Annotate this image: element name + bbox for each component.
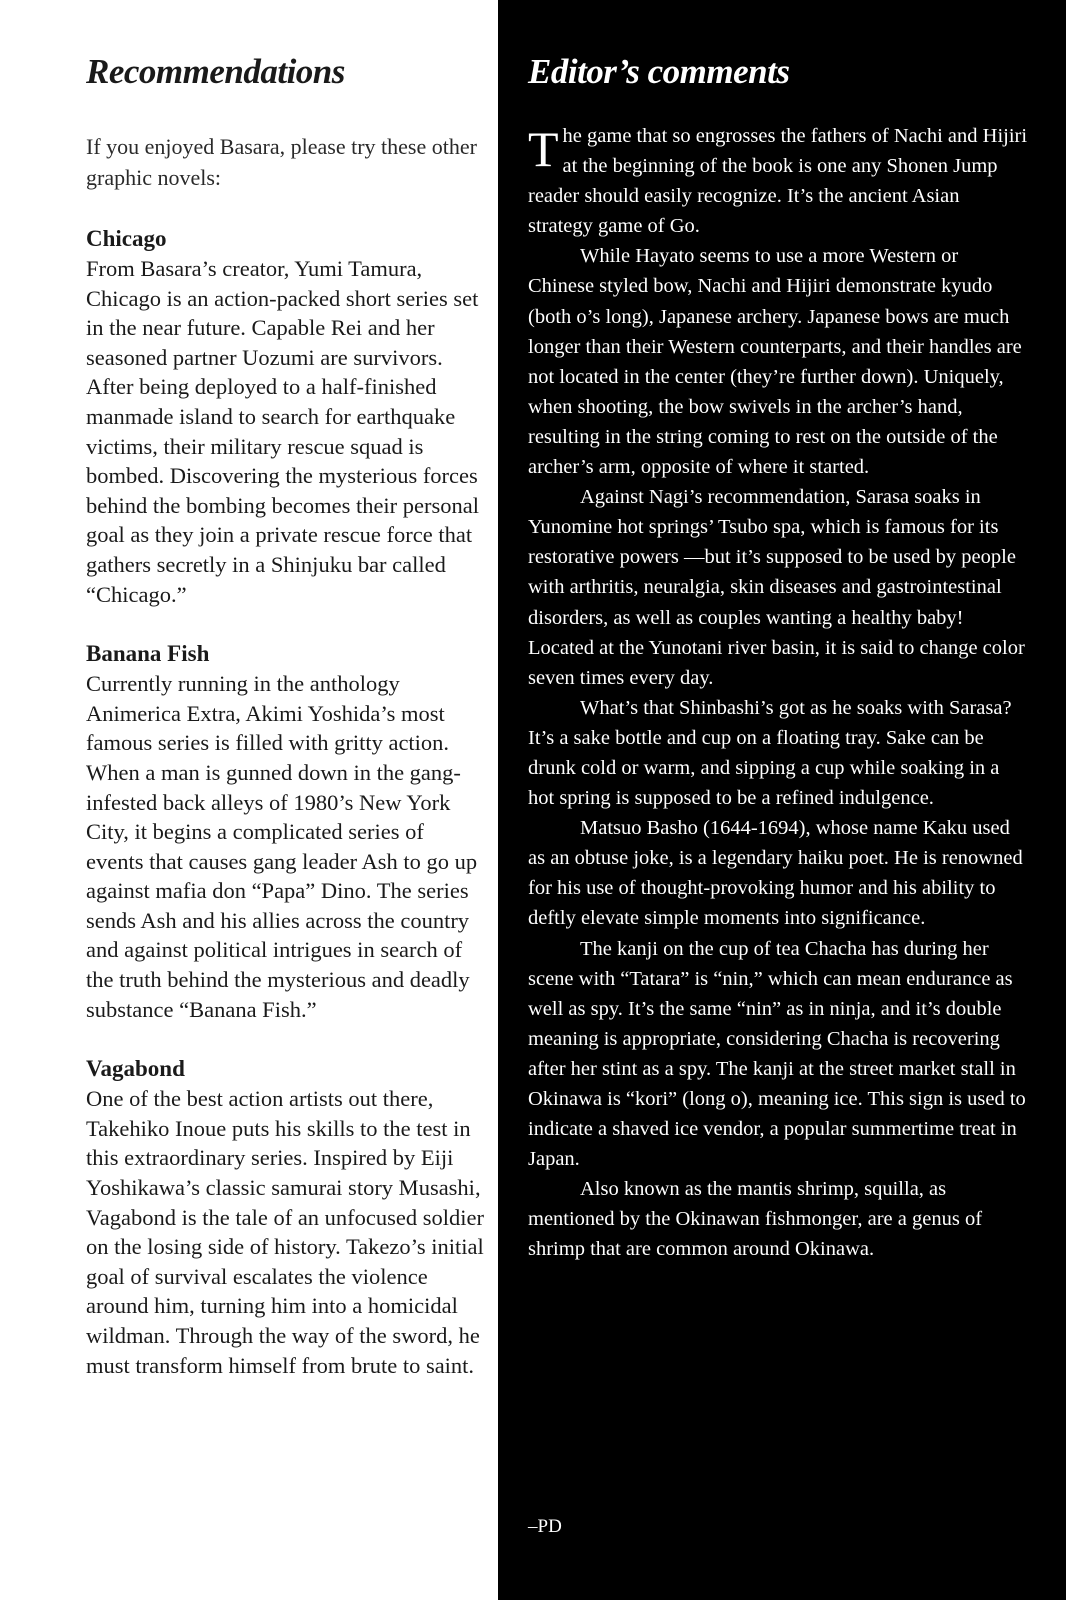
comment-paragraph: Matsuo Basho (1644-1694), whose name Kaku used as an obtuse joke, is a legendary haiku poet. He is renowned for his use of thought-provoking humor and his ability to deftly elevate simple moments into significance. bbox=[528, 817, 1023, 930]
recommendation-vagabond bbox=[86, 1054, 486, 1380]
drop-cap: T bbox=[528, 121, 559, 177]
recommendations-body bbox=[86, 131, 486, 1410]
recommendation-title: Chicago bbox=[86, 226, 167, 251]
recommendations-intro: If you enjoyed Basara, please try these other graphic novels: bbox=[86, 134, 477, 190]
recommendations-heading: Recommendations bbox=[86, 52, 345, 91]
comment-paragraph bbox=[528, 121, 1028, 241]
recommendation-text: From Basara’s creator, Yumi Tamura, Chicago is an action-packed short series set in the near future. Capable Rei and her seasoned partner Uozumi are survivors. After being deployed to a half-finished manmade island to search for earthquake victims, their military rescue squad is bombed. Discovering the mysterious forces behind the bombing becomes their personal goal as they join a private rescue force that gathers secretly in a Shinjuku bar called “Chicago.” bbox=[86, 256, 480, 607]
comment-paragraph: Against Nagi’s recommendation, Sarasa soaks in Yunomine hot springs’ Tsubo spa, which is famous for its restorative powers —but it’s supposed to be used by people with arthritis, neuralgia, skin diseases and gastrointestinal disorders, as well as couples wanting a healthy baby! Located at the Yunotani river basin, it is said to change color seven times every day. bbox=[528, 486, 1025, 689]
recommendation-title: Vagabond bbox=[86, 1056, 185, 1082]
recommendation-banana-fish bbox=[86, 639, 486, 1024]
comment-paragraph-text: he game that so engrosses the fathers of Nachi and Hijiri at the beginning of the book is one any Shonen Jump reader should easily recognize. It’s the ancient Asian strategy game of Go. bbox=[528, 125, 1028, 238]
comment-paragraph: While Hayato seems to use a more Western or Chinese styled bow, Nachi and Hijiri demonstrate kyudo (both o’s long), Japanese archery. Japanese bows are much longer than their Western counterparts, and their handles are not located in the center (they’re further down). Uniquely, when shooting, the bow swivels in the archer’s hand, resulting in the string coming to rest on the outside of the archer’s arm, opposite of where it started. bbox=[528, 245, 1022, 479]
editors-comments-heading: Editor’s comments bbox=[528, 52, 790, 91]
recommendation-text: One of the best action artists out there, Takehiko Inoue puts his skills to the test in this extraordinary series. Inspired by Eiji Yoshikawa’s classic samurai story Musashi, Vagabond is the tale of an unfocused soldier on the losing side of history. Takezo’s initial goal of survival escalates the violence around him, turning him into a homicidal wildman. Through the way of the sword, he must transform himself from brute to saint. bbox=[86, 1086, 485, 1378]
editors-comments-body bbox=[528, 121, 1028, 1265]
recommendation-text: Currently running in the anthology Animerica Extra, Akimi Yoshida’s most famous series is filled with gritty action. When a man is gunned down in the gang-infested back alleys of 1980’s New York City, it begins a complicated series of events that causes gang leader Ash to go up against mafia don “Papa” Dino. The series sends Ash and his allies across the country and against political intrigues in search of the truth behind the mysterious and deadly substance “Banana Fish.” bbox=[86, 671, 478, 1022]
comment-paragraph: The kanji on the cup of tea Chacha has during her scene with “Tatara” is “nin,” which can mean endurance as well as spy. It’s the same “nin” as in ninja, and it’s double meaning is appropriate, considering Chacha is recovering after her stint as a spy. The kanji at the street market stall in Okinawa is “kori” (long o), meaning ice. This sign is used to indicate a shaved ice vendor, a popular summertime treat in Japan. bbox=[528, 937, 1026, 1171]
recommendation-title: Banana Fish bbox=[86, 641, 210, 667]
editors-comments-column bbox=[498, 0, 1066, 1600]
comment-paragraph: What’s that Shinbashi’s got as he soaks with Sarasa? It’s a sake bottle and cup on a floating tray. Sake can be drunk cold or warm, and sipping a cup while soaking in a hot spring is supposed to be a refined indulgence. bbox=[528, 696, 1012, 810]
recommendations-column bbox=[0, 0, 498, 1600]
comment-paragraph: Also known as the mantis shrimp, squilla, as mentioned by the Okinawan fishmonger, are a genus of shrimp that are common around Okinawa. bbox=[528, 1178, 983, 1261]
editor-signature: –PD bbox=[528, 1516, 562, 1537]
recommendation-chicago bbox=[86, 224, 486, 609]
